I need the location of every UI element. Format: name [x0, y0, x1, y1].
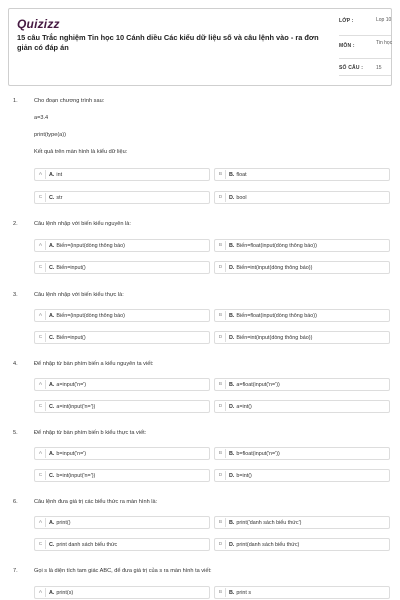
option-letter: B: [216, 311, 226, 320]
question-text: Kết quả trên màn hình là kiểu dữ liệu:: [34, 149, 128, 155]
option-key: C.: [49, 404, 55, 410]
question-number: 5.: [13, 430, 18, 436]
option-key: B.: [229, 382, 235, 388]
option-label: Biến=input(): [56, 265, 86, 271]
option-a[interactable]: [34, 586, 210, 599]
option-label: Biến=int(input(dòng thông báo)): [236, 265, 313, 271]
meta-count-value: 15: [376, 65, 382, 71]
option-label: Biến=input(): [56, 335, 86, 341]
option-label: Biến=(input(dòng thông báo): [56, 313, 125, 319]
question-text: Để nhập từ bàn phím biến a kiểu nguyên ta viết:: [34, 361, 154, 367]
meta-class-label: LỚP :: [339, 18, 354, 24]
option-key: B.: [229, 172, 235, 178]
option-key: C.: [49, 542, 55, 548]
option-letter: D: [216, 540, 226, 549]
meta-subject-value: Tin học: [376, 40, 393, 46]
option-label: bool: [236, 195, 247, 201]
option-label: float: [236, 172, 247, 178]
question-code-line: print(type(a)): [34, 132, 67, 138]
option-key: D.: [229, 195, 235, 201]
option-label: a=input('n='): [56, 382, 87, 388]
option-label: b=float(input('n=')): [236, 451, 280, 457]
option-label: print(danh sách biểu thức): [236, 542, 300, 548]
option-key: A.: [49, 172, 55, 178]
option-label: a=int(): [236, 404, 252, 410]
question-text: Câu lệnh nhập với biến kiểu thực là:: [34, 292, 124, 298]
option-letter: A: [36, 170, 46, 179]
question-text: Gọi s là diện tích tam giác ABC, để đưa giá trị của s ra màn hình ta viết:: [34, 568, 212, 574]
option-d[interactable]: [214, 469, 390, 482]
question-code-line: a=3.4: [34, 115, 49, 121]
option-label: a=int(input('n=')): [56, 404, 96, 410]
option-c[interactable]: [34, 469, 210, 482]
option-b[interactable]: [214, 168, 390, 181]
option-label: b=input('n='): [56, 451, 87, 457]
option-key: A.: [49, 382, 55, 388]
option-key: B.: [229, 243, 235, 249]
question-number: 4.: [13, 361, 18, 367]
option-letter: C: [36, 193, 46, 202]
worksheet-header: [8, 8, 392, 86]
worksheet-title: 15 câu Trắc nghiệm Tin học 10 Cánh diều Các kiểu dữ liệu số và câu lệnh vào - ra đơn giản có đáp án: [17, 33, 319, 52]
option-letter: A: [36, 241, 46, 250]
option-letter: D: [216, 263, 226, 272]
option-letter: B: [216, 380, 226, 389]
option-letter: B: [216, 449, 226, 458]
option-b[interactable]: [214, 516, 390, 529]
option-key: A.: [49, 313, 55, 319]
option-key: A.: [49, 451, 55, 457]
meta-subject-label: MÔN :: [339, 43, 355, 49]
question-number: 2.: [13, 221, 18, 227]
option-label: Biến=(input(dòng thông báo): [56, 243, 125, 249]
question-text: Câu lệnh đưa giá trị các biểu thức ra màn hình là:: [34, 499, 158, 505]
option-b[interactable]: [214, 586, 390, 599]
option-key: B.: [229, 451, 235, 457]
option-d[interactable]: [214, 331, 390, 344]
option-a[interactable]: [34, 516, 210, 529]
question-text: Cho đoạn chương trình sau:: [34, 98, 105, 104]
meta-class-value: Lop 10: [376, 17, 392, 23]
meta-divider-line: [339, 35, 391, 36]
option-c[interactable]: [34, 538, 210, 551]
option-letter: A: [36, 518, 46, 527]
option-letter: B: [216, 588, 226, 597]
option-c[interactable]: [34, 261, 210, 274]
option-key: B.: [229, 520, 235, 526]
option-label: print s: [236, 590, 252, 596]
option-d[interactable]: [214, 191, 390, 204]
option-a[interactable]: [34, 309, 210, 322]
option-label: print(): [56, 520, 71, 526]
option-letter: B: [216, 518, 226, 527]
question-number: 3.: [13, 292, 18, 298]
option-key: D.: [229, 265, 235, 271]
option-key: D.: [229, 335, 235, 341]
option-letter: C: [36, 402, 46, 411]
option-label: b=int(input('n=')): [56, 473, 96, 479]
option-key: C.: [49, 473, 55, 479]
option-key: A.: [49, 590, 55, 596]
option-b[interactable]: [214, 309, 390, 322]
option-key: B.: [229, 590, 235, 596]
option-b[interactable]: [214, 378, 390, 391]
option-key: D.: [229, 542, 235, 548]
question-text: Để nhập từ bàn phím biến b kiểu thực ta viết:: [34, 430, 147, 436]
option-letter: C: [36, 263, 46, 272]
meta-count-label: SỐ CÂU :: [339, 65, 364, 71]
option-letter: C: [36, 540, 46, 549]
meta-divider-line: [339, 58, 391, 59]
option-b[interactable]: [214, 239, 390, 252]
option-key: D.: [229, 473, 235, 479]
question-number: 1.: [13, 98, 18, 104]
question-number: 6.: [13, 499, 18, 505]
option-letter: A: [36, 588, 46, 597]
option-letter: D: [216, 193, 226, 202]
option-key: B.: [229, 313, 235, 319]
option-d[interactable]: [214, 538, 390, 551]
option-letter: A: [36, 311, 46, 320]
meta-divider-line: [339, 75, 391, 76]
option-label: b=int(): [236, 473, 252, 479]
option-key: D.: [229, 404, 235, 410]
option-key: C.: [49, 335, 55, 341]
option-d[interactable]: [214, 400, 390, 413]
option-label: Biến=float(input(dòng thông báo)): [236, 243, 317, 249]
option-key: A.: [49, 243, 55, 249]
option-letter: C: [36, 471, 46, 480]
option-label: Biến=float(input(dòng thông báo)): [236, 313, 317, 319]
option-letter: A: [36, 380, 46, 389]
option-label: print(s): [56, 590, 74, 596]
option-label: print danh sách biểu thức: [56, 542, 118, 548]
option-label: int: [56, 172, 63, 178]
question-number: 7.: [13, 568, 18, 574]
option-label: str: [56, 195, 63, 201]
option-letter: D: [216, 471, 226, 480]
option-label: a=float(input('n=')): [236, 382, 280, 388]
quizizz-logo: Quizizz: [17, 17, 60, 31]
option-letter: B: [216, 241, 226, 250]
option-letter: D: [216, 333, 226, 342]
option-key: A.: [49, 520, 55, 526]
option-a[interactable]: [34, 239, 210, 252]
option-a[interactable]: [34, 168, 210, 181]
option-letter: B: [216, 170, 226, 179]
option-label: print('danh sách biểu thức'): [236, 520, 302, 526]
option-b[interactable]: [214, 447, 390, 460]
option-letter: D: [216, 402, 226, 411]
question-text: Câu lệnh nhập với biến kiểu nguyên là:: [34, 221, 131, 227]
option-c[interactable]: [34, 191, 210, 204]
option-letter: A: [36, 449, 46, 458]
option-c[interactable]: [34, 400, 210, 413]
option-a[interactable]: [34, 378, 210, 391]
option-key: C.: [49, 195, 55, 201]
option-label: Biến=int(input(dòng thông báo)): [236, 335, 313, 341]
option-d[interactable]: [214, 261, 390, 274]
option-c[interactable]: [34, 331, 210, 344]
option-a[interactable]: [34, 447, 210, 460]
option-letter: C: [36, 333, 46, 342]
option-key: C.: [49, 265, 55, 271]
